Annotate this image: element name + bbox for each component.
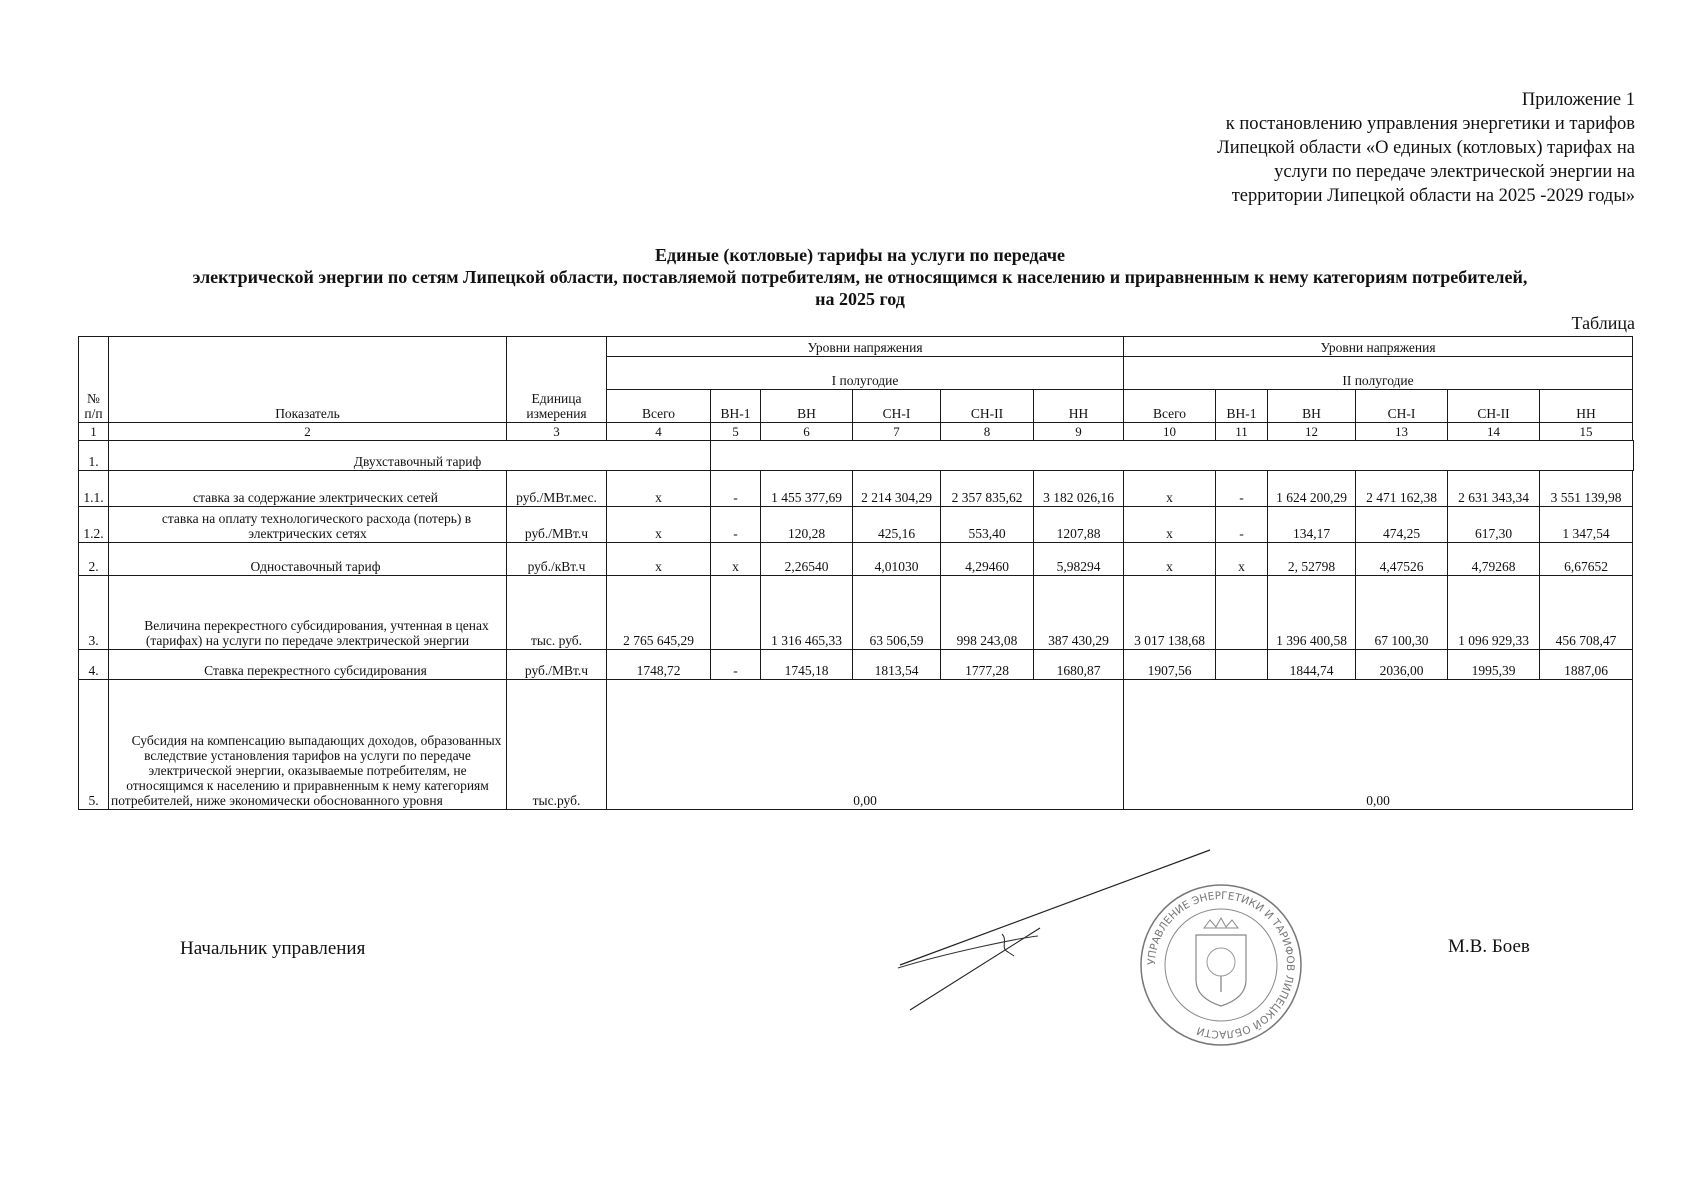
stamp-text: УПРАВЛЕНИЕ ЭНЕРГЕТИКИ И ТАРИФОВ ЛИПЕЦКОЙ ОБЛАСТИ xyxy=(1145,889,1297,1041)
row-value: 1995,39 xyxy=(1448,650,1540,680)
row-value: 63 506,59 xyxy=(853,576,941,650)
row-value: 1 316 465,33 xyxy=(761,576,853,650)
table-row xyxy=(79,441,1634,471)
row-value: 2,26540 xyxy=(761,543,853,576)
col-h1-vn: ВН xyxy=(761,390,853,423)
stamp-coat-of-arms-shield xyxy=(1196,935,1246,1006)
header-unit: Единица измерения xyxy=(507,337,607,423)
row-value: 1844,74 xyxy=(1268,650,1356,680)
row-value: 1887,06 xyxy=(1540,650,1633,680)
tariff-table xyxy=(78,336,1634,810)
col-h1-nn: НН xyxy=(1034,390,1124,423)
table-row xyxy=(79,650,1634,680)
title-line-2: электрической энергии по сетям Липецкой области, поставляемой потребителям, не относящимся к населению и приравненным к нему категориям потребителей, xyxy=(192,267,1528,287)
row-value: 6,67652 xyxy=(1540,543,1633,576)
row-name: ставка на оплату технологического расхода (потерь) в электрических сетях xyxy=(109,507,507,543)
col-h2-sn1: СН-I xyxy=(1356,390,1448,423)
col-h1-total: Всего xyxy=(607,390,711,423)
col-number: 4 xyxy=(607,423,711,441)
appendix-line-4: услуги по передаче электрической энергии на xyxy=(1274,162,1635,182)
col-number: 6 xyxy=(761,423,853,441)
row-num: 4. xyxy=(79,650,109,680)
row-value: х xyxy=(607,507,711,543)
col-h2-nn: НН xyxy=(1540,390,1633,423)
column-number-row xyxy=(79,423,1634,441)
row-num: 1.1. xyxy=(79,471,109,507)
row-value xyxy=(1216,576,1268,650)
row-name: Величина перекрестного субсидирования, учтенная в ценах (тарифах) на услуги по передаче электрической энергии xyxy=(109,576,507,650)
row-unit: тыс.руб. xyxy=(507,680,607,810)
stamp-crown-icon xyxy=(1204,918,1238,928)
row-num: 2. xyxy=(79,543,109,576)
row-value: 4,79268 xyxy=(1448,543,1540,576)
row-value: 1 347,54 xyxy=(1540,507,1633,543)
col-h1-sn1: СН-I xyxy=(853,390,941,423)
row-name: ставка за содержание электрических сетей xyxy=(109,471,507,507)
row-num: 5. xyxy=(79,680,109,810)
row-value: 1745,18 xyxy=(761,650,853,680)
col-h2-vn1: ВН-1 xyxy=(1216,390,1268,423)
col-number: 8 xyxy=(941,423,1034,441)
appendix-line-3: Липецкой области «О единых (котловых) тарифах на xyxy=(1217,138,1635,158)
stamp-tree-icon xyxy=(1207,948,1235,976)
row-value: - xyxy=(1216,507,1268,543)
row-value: 134,17 xyxy=(1268,507,1356,543)
official-stamp xyxy=(1136,880,1306,1050)
row-value: 456 708,47 xyxy=(1540,576,1633,650)
row-value: 2 765 645,29 xyxy=(607,576,711,650)
row-unit: тыс. руб. xyxy=(507,576,607,650)
col-number: 7 xyxy=(853,423,941,441)
row-value: 1 096 929,33 xyxy=(1448,576,1540,650)
col-number: 13 xyxy=(1356,423,1448,441)
row-value: 4,01030 xyxy=(853,543,941,576)
row-value: - xyxy=(711,507,761,543)
row-value: 1207,88 xyxy=(1034,507,1124,543)
col-number: 14 xyxy=(1448,423,1540,441)
row-value: 2, 52798 xyxy=(1268,543,1356,576)
row-value: 474,25 xyxy=(1356,507,1448,543)
row-value: 553,40 xyxy=(941,507,1034,543)
row-value: 1 396 400,58 xyxy=(1268,576,1356,650)
header-half-2: II полугодие xyxy=(1124,357,1633,390)
col-h2-sn2: СН-II xyxy=(1448,390,1540,423)
row-value: 2036,00 xyxy=(1356,650,1448,680)
row-value: 1 455 377,69 xyxy=(761,471,853,507)
row-value: - xyxy=(711,471,761,507)
row-value: 120,28 xyxy=(761,507,853,543)
col-number: 2 xyxy=(109,423,507,441)
row-value: х xyxy=(1216,543,1268,576)
col-number: 5 xyxy=(711,423,761,441)
row-value: х xyxy=(711,543,761,576)
row-value xyxy=(1216,650,1268,680)
appendix-line-2: к постановлению управления энергетики и тарифов xyxy=(1225,114,1635,134)
col-number: 9 xyxy=(1034,423,1124,441)
col-h2-vn: ВН xyxy=(1268,390,1356,423)
row-value-half-1: 0,00 xyxy=(607,680,1124,810)
row-value-half-2: 0,00 xyxy=(1124,680,1633,810)
table-label: Таблица xyxy=(1571,313,1635,333)
row-value: 425,16 xyxy=(853,507,941,543)
row-num: 1. xyxy=(79,441,109,471)
row-value: 2 214 304,29 xyxy=(853,471,941,507)
title-line-3: на 2025 год xyxy=(815,289,905,309)
row-value: 3 017 138,68 xyxy=(1124,576,1216,650)
row-unit: руб./МВт.ч xyxy=(507,650,607,680)
row-num: 1.2. xyxy=(79,507,109,543)
table-row xyxy=(79,576,1634,650)
signature-stroke xyxy=(898,936,1038,968)
signatory-position: Начальник управления xyxy=(180,938,366,959)
row-value: х xyxy=(607,543,711,576)
table-row xyxy=(79,680,1634,810)
appendix-line-5: территории Липецкой области на 2025 -2029 годы» xyxy=(1231,186,1635,206)
row-unit: руб./МВт.мес. xyxy=(507,471,607,507)
document-title xyxy=(80,244,1640,310)
row-value: 1680,87 xyxy=(1034,650,1124,680)
row-value: 3 551 139,98 xyxy=(1540,471,1633,507)
row-value: х xyxy=(1124,507,1216,543)
header-num: № п/п xyxy=(79,337,109,423)
row-value: 67 100,30 xyxy=(1356,576,1448,650)
col-number: 10 xyxy=(1124,423,1216,441)
col-h1-sn2: СН-II xyxy=(941,390,1034,423)
row-value: х xyxy=(1124,543,1216,576)
row-value: 2 357 835,62 xyxy=(941,471,1034,507)
row-value: 2 471 162,38 xyxy=(1356,471,1448,507)
row-value: х xyxy=(607,471,711,507)
row-value: 1907,56 xyxy=(1124,650,1216,680)
row-value: х xyxy=(1124,471,1216,507)
row-unit: руб./МВт.ч xyxy=(507,507,607,543)
header-indicator: Показатель xyxy=(109,337,507,423)
row-value: 2 631 343,34 xyxy=(1448,471,1540,507)
row-value xyxy=(711,576,761,650)
row-empty xyxy=(711,441,1634,471)
signature-stroke xyxy=(910,928,1040,1010)
row-num: 3. xyxy=(79,576,109,650)
header-voltage-levels-h1: Уровни напряжения xyxy=(607,337,1124,357)
row-value: 3 182 026,16 xyxy=(1034,471,1124,507)
row-value: 4,47526 xyxy=(1356,543,1448,576)
row-value: 1813,54 xyxy=(853,650,941,680)
table-row xyxy=(79,507,1634,543)
appendix-header xyxy=(1217,88,1635,208)
signatory-name: М.В. Боев xyxy=(1448,936,1530,957)
col-number: 15 xyxy=(1540,423,1633,441)
col-number: 11 xyxy=(1216,423,1268,441)
header-voltage-levels-h2: Уровни напряжения xyxy=(1124,337,1633,357)
col-h2-total: Всего xyxy=(1124,390,1216,423)
appendix-line-1: Приложение 1 xyxy=(1521,90,1635,110)
col-h1-vn1: ВН-1 xyxy=(711,390,761,423)
row-value: 617,30 xyxy=(1448,507,1540,543)
header-half-1: I полугодие xyxy=(607,357,1124,390)
col-number: 1 xyxy=(79,423,109,441)
row-name: Двухставочный тариф xyxy=(109,441,711,471)
row-value: 1 624 200,29 xyxy=(1268,471,1356,507)
row-unit: руб./кВт.ч xyxy=(507,543,607,576)
row-value: 1777,28 xyxy=(941,650,1034,680)
row-value: 387 430,29 xyxy=(1034,576,1124,650)
row-value: - xyxy=(711,650,761,680)
row-name: Субсидия на компенсацию выпадающих доходов, образованных вследствие установления тарифов на услуги по передаче электрической энергии, оказываемые потребителям, не относящимся к населению и приравненным к нему категориям потребителей, ниже экономически обоснованного уровня xyxy=(109,680,507,810)
row-value: 1748,72 xyxy=(607,650,711,680)
row-value: 5,98294 xyxy=(1034,543,1124,576)
table-row xyxy=(79,543,1634,576)
row-value: 4,29460 xyxy=(941,543,1034,576)
row-name: Одноставочный тариф xyxy=(109,543,507,576)
row-value: 998 243,08 xyxy=(941,576,1034,650)
title-line-1: Единые (котловые) тарифы на услуги по передаче xyxy=(654,245,1065,265)
row-name: Ставка перекрестного субсидирования xyxy=(109,650,507,680)
row-value: - xyxy=(1216,471,1268,507)
stamp-inner-ring xyxy=(1165,909,1277,1021)
table-row xyxy=(79,471,1634,507)
col-number: 12 xyxy=(1268,423,1356,441)
col-number: 3 xyxy=(507,423,607,441)
